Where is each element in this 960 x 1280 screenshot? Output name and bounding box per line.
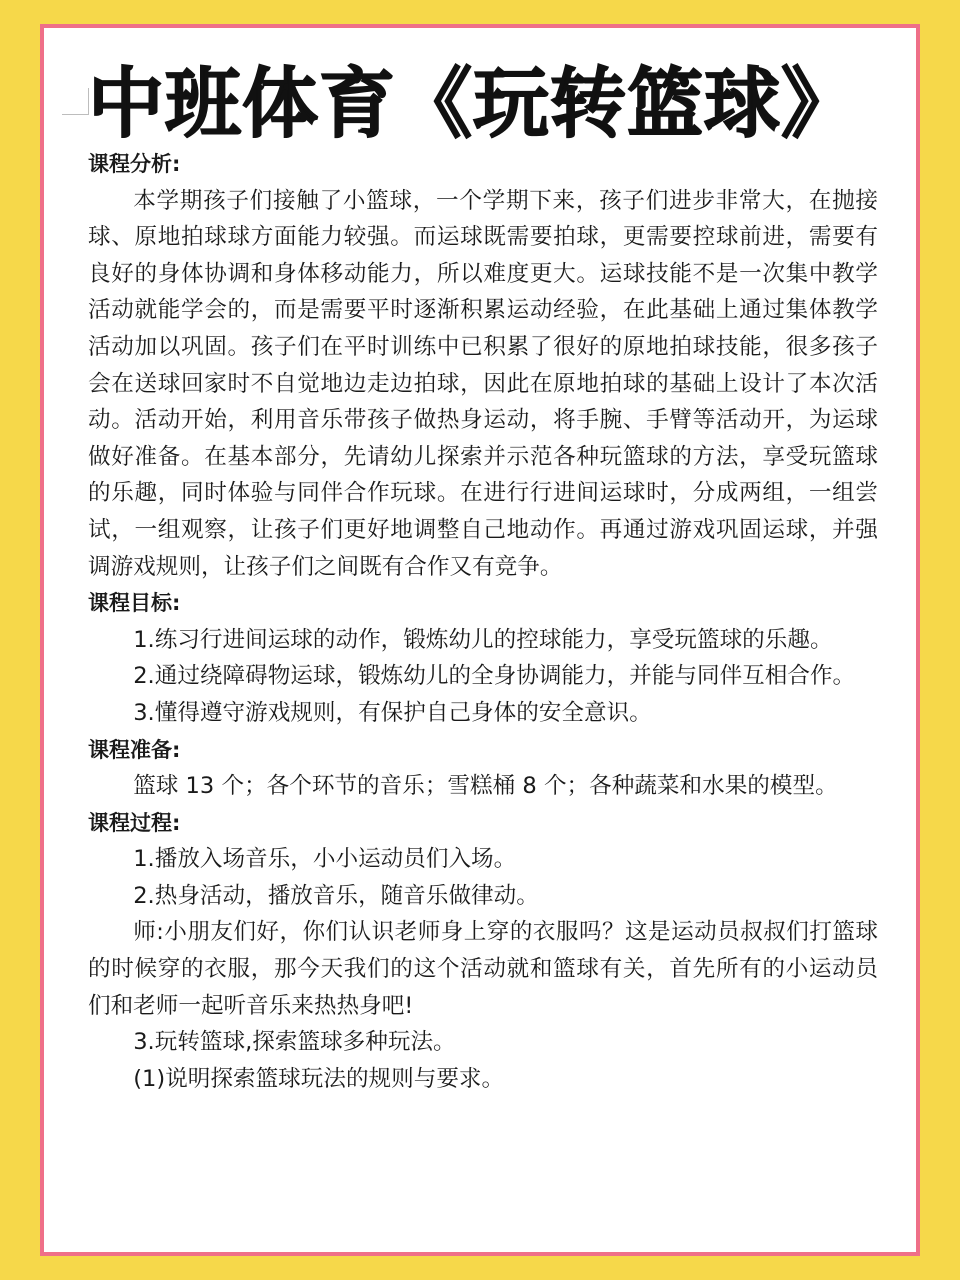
process-item-2: 2.热身活动，播放音乐，随音乐做律动。: [133, 882, 539, 909]
process-subitem-1: (1)说明探索篮球玩法的规则与要求。: [133, 1065, 505, 1092]
preparation-heading: 课程准备:: [88, 737, 181, 762]
process-item-3: 3.玩转篮球,探索篮球多种玩法。: [133, 1029, 456, 1056]
document-card: [40, 24, 920, 1256]
goal-item-2: 2.通过绕障碍物运球，锻炼幼儿的全身协调能力，并能与同伴互相合作。: [133, 663, 856, 690]
process-item-1: 1.播放入场音乐，小小运动员们入场。: [133, 846, 517, 873]
preparation-paragraph: 篮球 13 个；各个环节的音乐；雪糕桶 8 个；各种蔬菜和水果的模型。: [133, 773, 838, 800]
document-content: [88, 146, 878, 1097]
goal-item-3: 3.懂得遵守游戏规则，有保护自己身体的安全意识。: [133, 699, 652, 726]
process-teacher-dialogue: 师:小朋友们好，你们认识老师身上穿的衣服吗？这是运动员叔叔们打篮球的时候穿的衣服，那今天我们的这个活动就和篮球有关，首先所有的小运动员们和老师一起听音乐来热热身吧!: [88, 919, 878, 1019]
page-corner-mark: [62, 88, 89, 115]
document-title: 中班体育《玩转篮球》: [88, 59, 858, 148]
goals-heading: 课程目标:: [88, 591, 181, 616]
goal-item-1: 1.练习行进间运球的动作，锻炼幼儿的控球能力，享受玩篮球的乐趣。: [133, 626, 833, 653]
analysis-paragraph: 本学期孩子们接触了小篮球，一个学期下来，孩子们进步非常大，在抛接球、原地拍球球方面能力较强。而运球既需要拍球，更需要控球前进，需要有良好的身体协调和身体移动能力，所以难度更大。运球技能不是一次集中教学活动就能学会的，而是需要平时逐渐积累运动经验，在此基础上通过集体教学活动加以巩固。孩子们在平时训练中已积累了很好的原地拍球技能，很多孩子会在送球回家时不自觉地边走边拍球，因此在原地拍球的基础上设计了本次活动。活动开始，利用音乐带孩子做热身运动，将手腕、手臂等活动开，为运球做好准备。在基本部分，先请幼儿探索并示范各种玩篮球的方法，享受玩篮球的乐趣，同时体验与同伴合作玩球。在进行行进间运球时，分成两组，一组尝试，一组观察，让孩子们更好地调整自己地动作。再通过游戏巩固运球，并强调游戏规则，让孩子们之间既有合作又有竞争。: [88, 187, 878, 580]
process-heading: 课程过程:: [88, 810, 181, 835]
analysis-heading: 课程分析:: [88, 152, 181, 176]
